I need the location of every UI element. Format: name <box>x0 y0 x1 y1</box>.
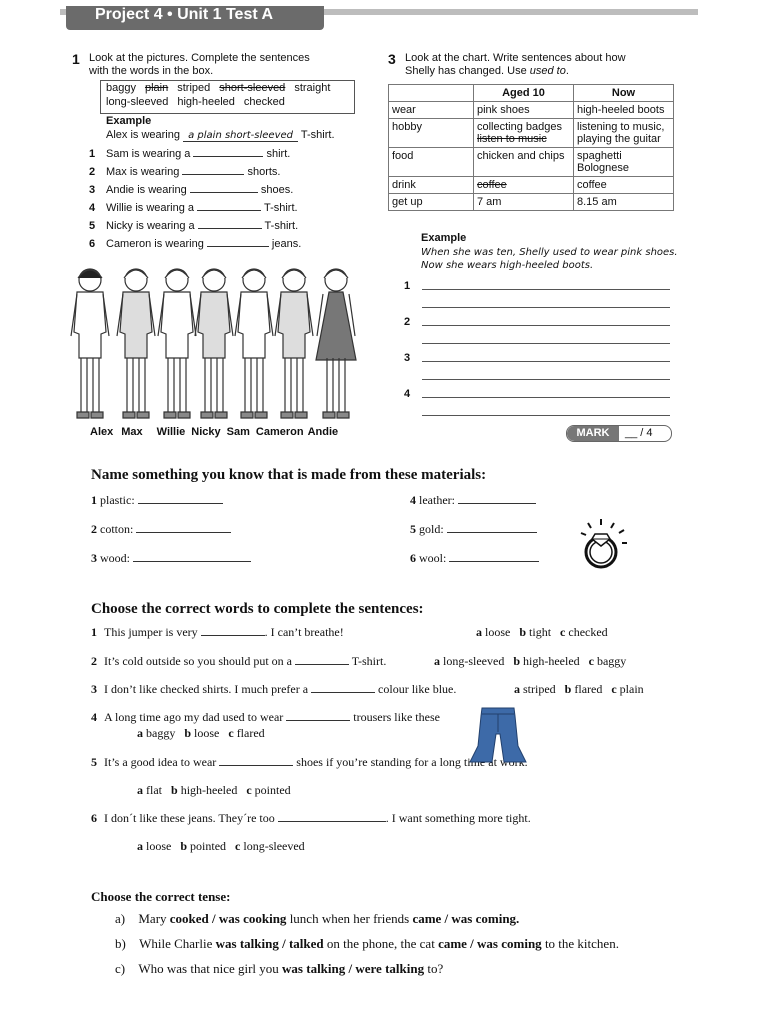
question-text: It’s cold outside so you should put on a <box>104 654 295 668</box>
item-text: Cameron is wearing <box>106 238 207 250</box>
question-text: . I want something more tight. <box>385 811 531 825</box>
tense-b <box>115 936 619 952</box>
material-label: plastic: <box>97 493 138 507</box>
item-text: Andie is wearing <box>106 184 190 196</box>
option-letter: a <box>476 625 482 639</box>
ex3-answer-number: 2 <box>404 316 411 328</box>
chart-row-label: wear <box>389 102 474 119</box>
tense-b-choice2[interactable]: came / was coming <box>438 936 542 951</box>
person-name: Willie <box>156 426 186 438</box>
option-text: flat <box>143 783 162 797</box>
word-box-row1 <box>106 82 356 94</box>
option[interactable] <box>434 654 504 668</box>
ex1-instruction-line1: Look at the pictures. Complete the sentences <box>89 52 310 64</box>
option[interactable] <box>476 625 510 639</box>
option-letter: b <box>564 682 572 696</box>
question-blank[interactable] <box>201 635 265 636</box>
option-text: long-sleeved <box>440 654 505 668</box>
mark-label: MARK <box>567 426 619 441</box>
box-word: long-sleeved <box>106 96 169 108</box>
option[interactable] <box>137 726 175 740</box>
question-number: 5 <box>91 755 97 769</box>
chart-cell-text: coffee <box>477 179 507 191</box>
item-text: Max is wearing <box>106 166 183 178</box>
ex1-item <box>89 148 301 166</box>
chart-aged10-cell <box>474 177 574 194</box>
item-text: shirt. <box>263 148 291 160</box>
chart-cell-text: listen to music <box>477 133 547 145</box>
mark-box <box>566 425 672 442</box>
box-word: high-heeled <box>177 96 235 108</box>
question-options <box>476 625 617 640</box>
question-text: trousers like these <box>350 710 440 724</box>
chart-now-cell <box>574 148 674 177</box>
box-word: short-sleeved <box>219 82 286 94</box>
option-letter: a <box>137 783 143 797</box>
material-label: cotton: <box>97 522 137 536</box>
box-word: plain <box>144 82 169 94</box>
option-letter: c <box>228 726 234 740</box>
material-answer-blank[interactable] <box>138 503 223 504</box>
chart-aged10-cell <box>474 148 574 177</box>
flared-jeans-icon <box>468 706 528 764</box>
item-number: 6 <box>89 238 96 250</box>
ex3-instr-pre: Shelly has changed. Use <box>405 65 530 77</box>
ex3-answer-number: 4 <box>404 388 411 400</box>
material-label: leather: <box>416 493 458 507</box>
question-text: I don’t like checked shirts. I much prefer a <box>104 682 312 696</box>
option-letter: b <box>513 654 520 668</box>
ex3-example <box>421 246 678 272</box>
ex3-instruction-line2 <box>405 65 626 78</box>
option-letter: c <box>588 654 594 668</box>
material-number: 5 <box>410 522 416 536</box>
tense-b-letter: b) <box>115 936 126 951</box>
option-letter: a <box>137 726 143 740</box>
person-name: Nicky <box>191 426 221 438</box>
option-letter: c <box>560 625 566 639</box>
option-letter: b <box>180 839 188 853</box>
chart-cell-text: pink shoes <box>477 104 530 116</box>
material-label: wood: <box>97 551 133 565</box>
option[interactable] <box>180 839 226 853</box>
answer-blank[interactable] <box>190 192 258 193</box>
chart-cell-text: Bolognese <box>577 162 629 174</box>
tense-b-t3: to the kitchen. <box>541 936 619 951</box>
option-text: striped <box>520 682 556 696</box>
material-label: gold: <box>416 522 447 536</box>
tense-title: Choose the correct tense: <box>91 889 231 904</box>
person-figure <box>195 269 233 418</box>
person-name: Alex <box>90 426 114 438</box>
chart-aged10-cell <box>474 119 574 148</box>
chart-row-label: food <box>389 148 474 177</box>
material-item <box>91 522 231 537</box>
question-text: T-shirt. <box>349 654 387 668</box>
material-answer-blank[interactable] <box>449 561 539 562</box>
question-blank[interactable] <box>295 664 349 665</box>
material-item <box>91 551 251 566</box>
mark-score: __ / 4 <box>625 427 653 439</box>
material-item <box>91 493 223 508</box>
ex3-answer-line[interactable] <box>422 325 670 326</box>
option-text: long-sleeved <box>240 839 305 853</box>
tense-b-t1: While Charlie <box>139 936 216 951</box>
chart-cell-text: high-heeled boots <box>577 104 665 116</box>
question-text: . I can’t breathe! <box>264 625 344 639</box>
tense-c-choice1[interactable]: was talking / were talking <box>282 961 425 976</box>
option[interactable] <box>611 682 643 696</box>
option[interactable] <box>171 783 237 797</box>
option-text: high-heeled <box>520 654 580 668</box>
tense-c-t1: Who was that nice girl you <box>138 961 283 976</box>
material-label: wool: <box>416 551 450 565</box>
tense-a-letter: a) <box>115 911 126 926</box>
word-question <box>91 625 344 640</box>
question-text: shoes if you’re standing for a long time at work. <box>293 755 528 769</box>
shelly-chart <box>388 84 674 211</box>
option-text: loose <box>482 625 511 639</box>
option[interactable] <box>228 726 264 740</box>
ex3-answer-number: 1 <box>404 280 411 292</box>
option-text: plain <box>616 682 644 696</box>
ex1-example-prefix: Alex is wearing <box>106 129 180 141</box>
option-letter: c <box>246 783 252 797</box>
person-name: Cameron <box>255 426 304 438</box>
chart-row <box>389 177 674 194</box>
item-text: T-shirt. <box>261 202 298 214</box>
word-question <box>91 811 531 826</box>
item-number: 5 <box>89 220 96 232</box>
ex1-instruction <box>89 52 310 78</box>
material-number: 4 <box>410 493 416 507</box>
option-text: high-heeled <box>177 783 238 797</box>
item-number: 1 <box>89 148 96 160</box>
word-question <box>91 682 456 697</box>
box-word: baggy <box>106 82 136 94</box>
answer-blank[interactable] <box>198 228 262 229</box>
ex3-answer-number: 3 <box>404 352 411 364</box>
ex3-answer-line[interactable] <box>422 289 670 290</box>
option-text: pointed <box>251 783 291 797</box>
ex1-items <box>89 148 301 256</box>
option-text: baggy <box>593 654 627 668</box>
ring-icon <box>578 516 638 576</box>
ex3-answer-line[interactable] <box>422 397 670 398</box>
option-letter: a <box>434 654 440 668</box>
person-figure <box>117 269 155 418</box>
chart-aged10-cell <box>474 194 574 211</box>
question-blank[interactable] <box>278 821 386 822</box>
ex3-instr-em: used to <box>529 65 566 77</box>
answer-blank[interactable] <box>182 174 244 175</box>
chart-row <box>389 194 674 211</box>
question-number: 2 <box>91 654 97 668</box>
question-number: 1 <box>91 625 97 639</box>
person-figure <box>235 269 273 418</box>
word-box-row2 <box>106 96 356 108</box>
ex3-answer-line[interactable] <box>422 379 670 380</box>
box-word: straight <box>294 82 331 94</box>
ex1-example-label: Example <box>106 115 152 127</box>
question-number: 3 <box>91 682 97 696</box>
material-number: 1 <box>91 493 97 507</box>
chart-row <box>389 119 674 148</box>
option-letter: b <box>519 625 527 639</box>
question-blank[interactable] <box>219 765 293 766</box>
question-text: I don´t like these jeans. They´re too <box>104 811 278 825</box>
chart-cell-text: 7 am <box>477 196 502 208</box>
tense-c-t2: to? <box>424 961 444 976</box>
person-figure <box>71 269 109 418</box>
option[interactable] <box>589 654 627 668</box>
person-name: Sam <box>226 426 250 438</box>
ex1-number: 1 <box>72 51 80 67</box>
material-item <box>410 551 539 566</box>
option[interactable] <box>519 625 551 639</box>
item-number: 4 <box>89 202 96 214</box>
question-options <box>137 783 300 798</box>
ex3-instruction <box>405 52 626 78</box>
chart-now-cell <box>574 177 674 194</box>
word-question <box>91 654 386 669</box>
chart-cell-text: 8.15 am <box>577 196 617 208</box>
chart-header: Now <box>574 85 674 102</box>
person-name: Max <box>121 426 143 438</box>
tense-a-t1: Mary <box>138 911 170 926</box>
option[interactable] <box>514 682 556 696</box>
names-row <box>90 426 338 438</box>
chart-now-cell <box>574 194 674 211</box>
answer-blank[interactable] <box>193 156 263 157</box>
item-text: Willie is wearing a <box>106 202 198 214</box>
tense-c-letter: c) <box>115 961 126 976</box>
material-number: 2 <box>91 522 97 536</box>
option-letter: a <box>137 839 143 853</box>
ex1-item <box>89 220 301 238</box>
chart-row-label: drink <box>389 177 474 194</box>
word-question <box>91 710 440 725</box>
chart-now-cell <box>574 119 674 148</box>
ex3-number: 3 <box>388 51 396 67</box>
person-figure <box>316 269 356 418</box>
material-answer-blank[interactable] <box>458 503 536 504</box>
chart-cell-text: listening to music, <box>577 121 665 133</box>
option-text: loose <box>191 726 220 740</box>
question-text: colour like blue. <box>375 682 457 696</box>
question-blank[interactable] <box>311 692 375 693</box>
box-word: checked <box>243 96 285 108</box>
question-options <box>137 839 314 854</box>
ex1-item <box>89 238 301 256</box>
item-text: shorts. <box>244 166 281 178</box>
option[interactable] <box>137 839 171 853</box>
answer-blank[interactable] <box>207 246 269 247</box>
tense-c <box>115 961 443 977</box>
ex1-example-suffix: T-shirt. <box>300 129 335 141</box>
question-options <box>137 726 274 741</box>
words-title: Choose the correct words to complete the sentences: <box>91 601 424 617</box>
tense-a <box>115 911 519 927</box>
person-figure <box>275 269 313 418</box>
ex1-example-answer: a plain short-sleeved <box>183 130 298 142</box>
chart-row-label: hobby <box>389 119 474 148</box>
ex3-example-label: Example <box>421 232 467 244</box>
ex3-instr-post: . <box>565 65 569 77</box>
tense-a-choice1[interactable]: cooked / was cooking <box>169 911 287 926</box>
item-text: Nicky is wearing a <box>106 220 198 232</box>
option[interactable] <box>246 783 290 797</box>
option-letter: c <box>235 839 241 853</box>
ex3-answer-line[interactable] <box>422 343 670 344</box>
word-question <box>91 755 528 770</box>
material-answer-blank[interactable] <box>447 532 537 533</box>
material-answer-blank[interactable] <box>136 532 231 533</box>
chart-cell-text: collecting badges <box>477 121 563 133</box>
item-number: 2 <box>89 166 96 178</box>
chart-cell-text: chicken and chips <box>477 150 565 162</box>
chart-cell-text: playing the guitar <box>577 133 661 145</box>
ex3-answer-line[interactable] <box>422 307 670 308</box>
option-letter: b <box>184 726 192 740</box>
ex3-instruction-line1: Look at the chart. Write sentences about how <box>405 52 626 64</box>
person-name: Andie <box>307 426 339 438</box>
answer-blank[interactable] <box>197 210 261 211</box>
page-title: Project 4 • Unit 1 Test A <box>95 6 274 23</box>
option[interactable] <box>513 654 579 668</box>
item-text: jeans. <box>268 238 302 250</box>
tense-a-choice2[interactable]: came / was coming. <box>412 911 520 926</box>
option[interactable] <box>137 783 162 797</box>
box-word: striped <box>177 82 211 94</box>
question-text: A long time ago my dad used to wear <box>104 710 287 724</box>
chart-header: Aged 10 <box>474 85 574 102</box>
option[interactable] <box>565 682 603 696</box>
ex1-item <box>89 202 301 220</box>
material-item <box>410 522 537 537</box>
chart-aged10-cell <box>474 102 574 119</box>
chart-cell-text: spaghetti <box>577 150 622 162</box>
option-text: tight <box>526 625 552 639</box>
ex3-answer-line[interactable] <box>422 415 670 416</box>
chart-header <box>389 85 474 102</box>
chart-cell-text: coffee <box>577 179 607 191</box>
question-options <box>434 654 635 669</box>
tense-b-t2: on the phone, the cat <box>323 936 439 951</box>
people-illustration <box>62 262 362 426</box>
question-options <box>514 682 653 697</box>
option-letter: c <box>611 682 617 696</box>
item-text: shoes. <box>257 184 294 196</box>
ex3-example-line2: Now she wears high-heeled boots. <box>421 260 594 271</box>
chart-row <box>389 102 674 119</box>
question-number: 4 <box>91 710 97 724</box>
chart-row-label: get up <box>389 194 474 211</box>
ex1-instruction-line2: with the words in the box. <box>89 65 214 77</box>
item-text: T-shirt. <box>261 220 299 232</box>
ex3-answer-line[interactable] <box>422 361 670 362</box>
option[interactable] <box>235 839 305 853</box>
option-text: pointed <box>187 839 227 853</box>
ex1-item <box>89 184 301 202</box>
option-text: baggy <box>143 726 176 740</box>
chart-now-cell <box>574 102 674 119</box>
tense-a-t2: lunch when her friends <box>286 911 413 926</box>
option-text: checked <box>565 625 608 639</box>
material-number: 6 <box>410 551 416 565</box>
tense-b-choice1[interactable]: was talking / talked <box>215 936 324 951</box>
person-figure <box>158 269 196 418</box>
material-item <box>410 493 536 508</box>
material-number: 3 <box>91 551 97 565</box>
materials-title: Name something you know that is made from these materials: <box>91 467 487 483</box>
material-answer-blank[interactable] <box>133 561 251 562</box>
question-text: This jumper is very <box>104 625 201 639</box>
option[interactable] <box>560 625 608 639</box>
ex1-example-sentence <box>106 129 335 142</box>
ex1-item <box>89 166 301 184</box>
question-number: 6 <box>91 811 97 825</box>
option[interactable] <box>184 726 219 740</box>
option-text: flared <box>571 682 603 696</box>
item-number: 3 <box>89 184 96 196</box>
item-text: Sam is wearing a <box>106 148 194 160</box>
option-letter: a <box>514 682 520 696</box>
option-text: loose <box>143 839 172 853</box>
ex3-example-line1: When she was ten, Shelly used to wear pink shoes. <box>421 247 678 258</box>
question-blank[interactable] <box>286 720 350 721</box>
question-text: It’s a good idea to wear <box>104 755 220 769</box>
option-letter: b <box>171 783 178 797</box>
option-text: flared <box>233 726 265 740</box>
chart-row <box>389 148 674 177</box>
